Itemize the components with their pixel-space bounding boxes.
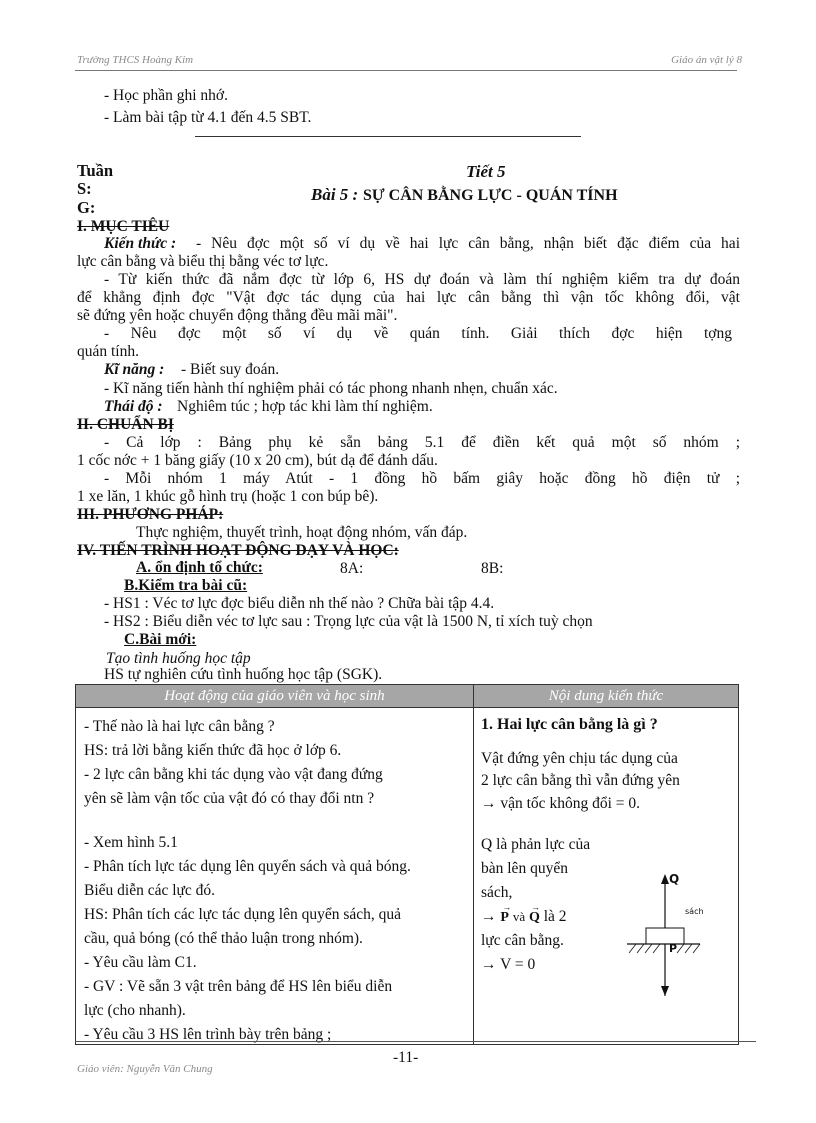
knowledge-2a: - Từ kiến thức đã nắm đợc từ lớp 6, HS dự đoán và làm thí nghiệm kiểm tra dự đoán (104, 271, 740, 288)
activity-line: cầu, quả bóng (có thể thảo luận trong nhóm). (84, 930, 363, 947)
activity-line: - Phân tích lực tác dụng lên quyển sách và quả bóng. (84, 858, 411, 875)
arrow-right-icon: → (481, 956, 497, 973)
separator-rule (195, 136, 581, 137)
book-forces-figure (624, 858, 719, 998)
prep-1a: - Cả lớp : Bảng phụ kẻ sẵn bảng 5.1 để điền kết quả một số nhóm ; (104, 434, 740, 451)
activity-line: - Thế nào là hai lực cân bằng ? (84, 718, 275, 735)
cell-activities (76, 708, 474, 1045)
figure-book-label: sách (685, 907, 704, 916)
check-hs1: - HS1 : Véc tơ lực đợc biểu diễn nh thế nào ? Chữa bài tập 4.4. (104, 595, 495, 612)
footer-rule (75, 1041, 756, 1042)
step-b-check: B.Kiểm tra bài cũ: (124, 577, 248, 594)
arrow-right-icon: → (481, 795, 497, 812)
content-line (481, 795, 640, 813)
activity-line: lực (cho nhanh). (84, 1002, 186, 1019)
arrow-down-icon (661, 986, 669, 996)
arrow-up-icon (661, 874, 669, 884)
section-objectives: I. MỤC TIÊU (77, 218, 170, 235)
cell-content (474, 708, 739, 1045)
prep-1b: 1 cốc nớc + 1 băng giấy (10 x 20 cm), bút dạ để đánh dấu. (77, 452, 438, 469)
content-title: 1. Hai lực cân bằng là gì ? (481, 716, 658, 733)
activity-table (75, 684, 739, 1045)
col-header-content: Nội dung kiến thức (474, 685, 739, 708)
knowledge-1b: lực cân bằng và biểu thị bằng véc tơ lực. (77, 253, 329, 270)
skills-1: - Biết suy đoán. (181, 361, 280, 378)
label-g: G: (77, 198, 96, 217)
knowledge-2b: để khẳng định đợc "Vật đợc tác dụng của hai lực cân bằng thì vận tốc không đổi, vật (77, 289, 740, 306)
content-line: Vật đứng yên chịu tác dụng của (481, 750, 678, 767)
knowledge-2c: sẽ đứng yên hoặc chuyển động thẳng đều mãi mãi". (77, 307, 398, 324)
content-line: bàn lên quyển (481, 860, 568, 877)
header-subject: Giáo án vật lý 8 (671, 54, 742, 66)
check-hs2: - HS2 : Biểu diễn véc tơ lực sau : Trọng lực của vật là 1500 N, tỉ xích tuỳ chọn (104, 613, 593, 630)
content-line: sách, (481, 884, 513, 901)
activity-line: - Yêu cầu làm C1. (84, 954, 197, 971)
intro-line-1: - Học phần ghi nhớ. (104, 87, 228, 104)
vector-q-label: Q (528, 910, 540, 925)
activity-line: - Xem hình 5.1 (84, 834, 178, 851)
content-line: Q là phản lực của (481, 836, 591, 853)
vector-p-label: P (500, 910, 509, 925)
situation-text: HS tự nghiên cứu tình huống học tập (SGK). (104, 666, 383, 683)
knowledge-3a: - Nêu đợc một số ví dụ về quán tính. Giải thích đợc hiện tợng (104, 325, 732, 342)
section-preparation: II. CHUẨN BỊ (77, 416, 174, 433)
prep-2a: - Mỗi nhóm 1 máy Atút - 1 đồng hồ bấm giây hoặc đồng hồ điện tử ; (104, 470, 740, 487)
figure-p-label: P (669, 942, 678, 955)
content-line: lực cân bằng. (481, 932, 564, 949)
intro-line-2: - Làm bài tập từ 4.1 đến 4.5 SBT. (104, 109, 312, 126)
arrow-right-icon: → (481, 908, 497, 925)
attitude-1: Nghiêm túc ; hợp tác khi làm thí nghiệm. (177, 398, 433, 415)
content-line (481, 956, 535, 974)
header-school: Trường THCS Hoàng Kim (77, 54, 194, 66)
vector-p (500, 902, 512, 926)
content-line: 2 lực cân bằng thì vẫn đứng yên (481, 772, 680, 789)
activity-line: - GV : Vẽ sẵn 3 vật trên bảng để HS lên biểu diễn (84, 978, 393, 995)
book-shape (646, 928, 684, 944)
content-line-text: là 2 (543, 908, 567, 925)
conj-and: và (512, 909, 526, 924)
step-c-new-lesson: C.Bài mới: (124, 631, 197, 648)
section-process: IV. TIẾN TRÌNH HOẠT ĐỘNG DẠY VÀ HỌC: (77, 542, 399, 559)
activity-line: yên sẽ làm vận tốc của vật đó có thay đổi ntn ? (84, 790, 375, 807)
footer-author: Giáo viên: Nguyễn Văn Chung (77, 1063, 213, 1075)
header-rule (75, 70, 737, 71)
label-attitude: Thái độ : (104, 398, 163, 415)
activity-line: HS: Phân tích các lực tác dụng lên quyển sách, quả (84, 906, 402, 923)
vector-arrow-icon: → (502, 902, 512, 912)
skills-2: - Kĩ năng tiến hành thí nghiệm phải có tác phong nhanh nhẹn, chuẩn xác. (104, 380, 558, 397)
content-line-text: V = 0 (500, 956, 536, 973)
section-methods: III. PHƯƠNG PHÁP: (77, 506, 224, 523)
vector-q (528, 902, 540, 926)
col-header-activities: Hoạt động của giáo viên và học sinh (76, 685, 474, 708)
content-line-text: vận tốc không đổi = 0. (500, 795, 640, 812)
activity-line: - 2 lực cân bằng khi tác dụng vào vật đang đứng (84, 766, 383, 783)
class-8a: 8A: (340, 560, 364, 577)
vector-arrow-icon: → (530, 902, 540, 912)
class-8b: 8B: (481, 560, 504, 577)
label-tuan: Tuần (77, 161, 114, 180)
activity-line: HS: trả lời bằng kiến thức đã học ở lớp 6. (84, 742, 342, 759)
activity-line: Biểu diễn các lực đó. (84, 882, 216, 899)
prep-2b: 1 xe lăn, 1 khúc gỗ hình trụ (hoặc 1 con búp bê). (77, 488, 379, 505)
lesson-number: Bài 5 : (311, 185, 359, 204)
situation-title: Tạo tình huống học tập (106, 650, 251, 667)
figure-q-label: Q (669, 872, 680, 886)
page-number: -11- (393, 1049, 419, 1066)
knowledge-3b: quán tính. (77, 343, 139, 360)
methods-1: Thực nghiệm, thuyết trình, hoạt động nhóm, vấn đáp. (136, 524, 468, 541)
label-s: S: (77, 179, 92, 198)
label-skills: Kĩ năng : (104, 361, 165, 378)
lesson-period: Tiết 5 (466, 162, 506, 181)
label-knowledge: Kiến thức : (104, 235, 177, 252)
activity-line: - Yêu cầu 3 HS lên trình bày trên bảng ; (84, 1026, 332, 1043)
lesson-title: SỰ CÂN BẰNG LỰC - QUÁN TÍNH (363, 187, 618, 204)
content-line (481, 902, 567, 926)
step-a-organization: A. ổn định tổ chức: (136, 559, 263, 576)
knowledge-1a: - Nêu đợc một số ví dụ về hai lực cân bằng, nhận biết đặc điểm của hai (196, 235, 740, 252)
